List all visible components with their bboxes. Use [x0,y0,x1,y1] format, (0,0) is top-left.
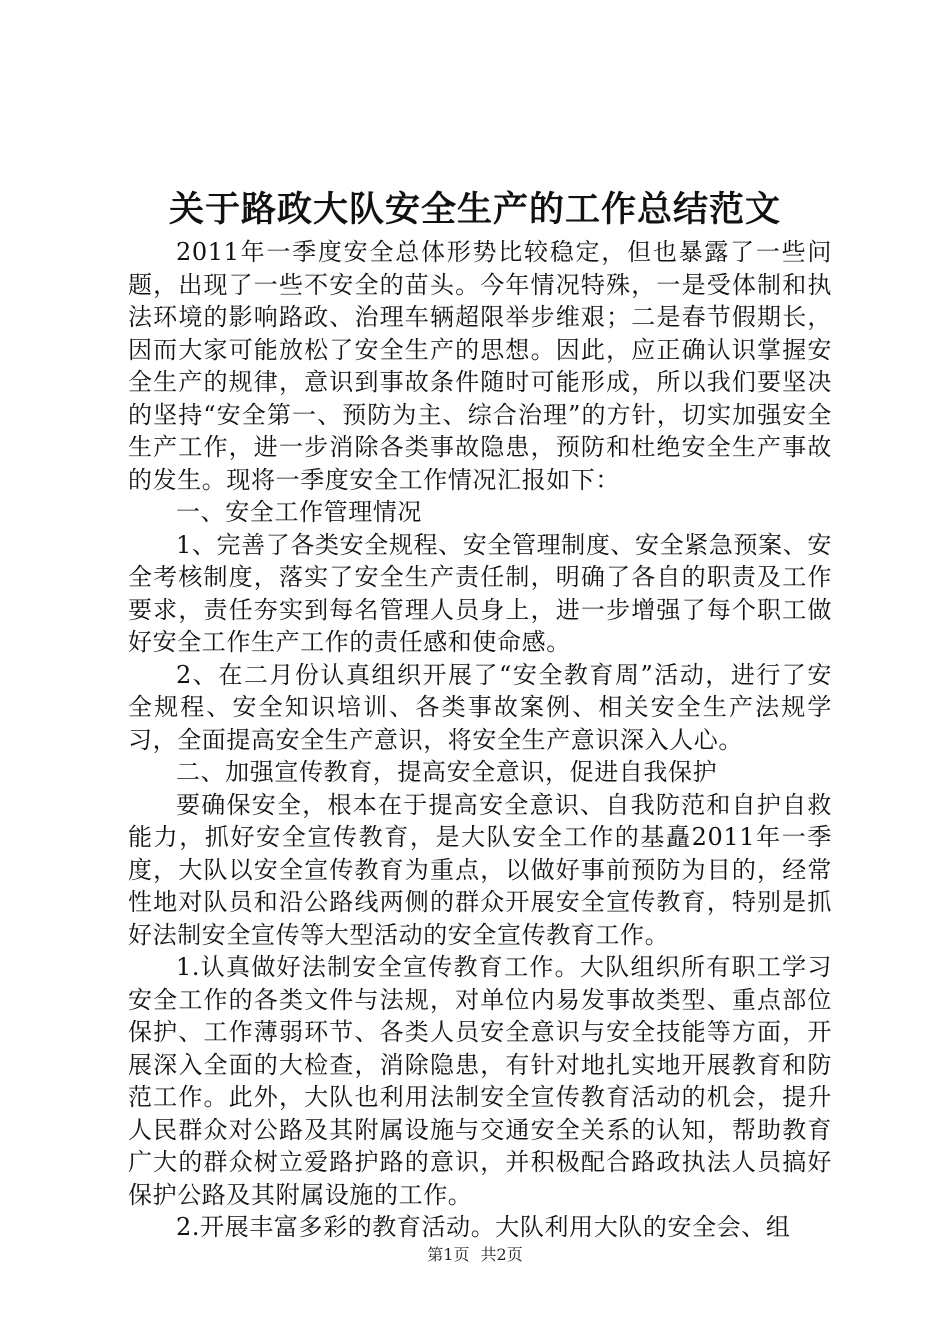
page-number: 第1页 [427,1245,470,1264]
paragraph-item-1: 1、完善了各类安全规程、安全管理制度、安全紧急预案、安全考核制度，落实了安全生产责任制，明确了各自的职责及工作要求，责任夯实到每名管理人员身上，进一步增强了每个职工做好安全工作生产工作的责任感和使命感。 [128,530,832,656]
document-body [128,236,832,1244]
intro-paragraph: 2011年一季度安全总体形势比较稳定，但也暴露了一些问题，出现了一些不安全的苗头。今年情况特殊，一是受体制和执法环境的影响路政、治理车辆超限举步维艰；二是春节假期长，因而大家可能放松了安全生产的思想。因此，应正确认识掌握安全生产的规律，意识到事故条件随时可能形成，所以我们要坚决的坚持“安全第一、预防为主、综合治理”的方针，切实加强安全生产工作，进一步消除各类事故隐患，预防和杜绝安全生产事故的发生。现将一季度安全工作情况汇报如下： [128,238,832,494]
page-total: 共2页 [480,1245,523,1264]
page-footer [0,1244,950,1266]
paragraph-item-2: 2、在二月份认真组织开展了“安全教育周”活动，进行了安全规程、安全知识培训、各类事故案例、相关安全生产法规学习，全面提高安全生产意识，将安全生产意识深入人心。 [128,660,832,754]
paragraph-legal-publicity: 1.认真做好法制安全宣传教育工作。大队组织所有职工学习安全工作的各类文件与法规，对单位内易发事故类型、重点部位保护、工作薄弱环节、各类人员安全意识与安全技能等方面，开展深入全面的大检查，消除隐患，有针对地扎实地开展教育和防范工作。此外，大队也利用法制安全宣传教育活动的机会，提升人民群众对公路及其附属设施与交通安全关系的认知，帮助教育广大的群众树立爱路护路的意识，并积极配合路政执法人员搞好保护公路及其附属设施的工作。 [128,953,832,1209]
document-title: 关于路政大队安全生产的工作总结范文 [168,189,781,230]
section-heading-1: 一、安全工作管理情况 [176,498,422,526]
paragraph-safety-education: 要确保安全，根本在于提高安全意识、自我防范和自护自救能力，抓好安全宣传教育，是大队安全工作的基矗2011年一季度，大队以安全宣传教育为重点，以做好事前预防为目的，经常性地对队员和沿公路线两侧的群众开展安全宣传教育，特别是抓好法制安全宣传等大型活动的安全宣传教育工作。 [128,790,832,949]
paragraph-activities: 2.开展丰富多彩的教育活动。大队利用大队的安全会、组 [176,1213,791,1241]
section-heading-2: 二、加强宣传教育，提高安全意识，促进自我保护 [176,758,718,786]
